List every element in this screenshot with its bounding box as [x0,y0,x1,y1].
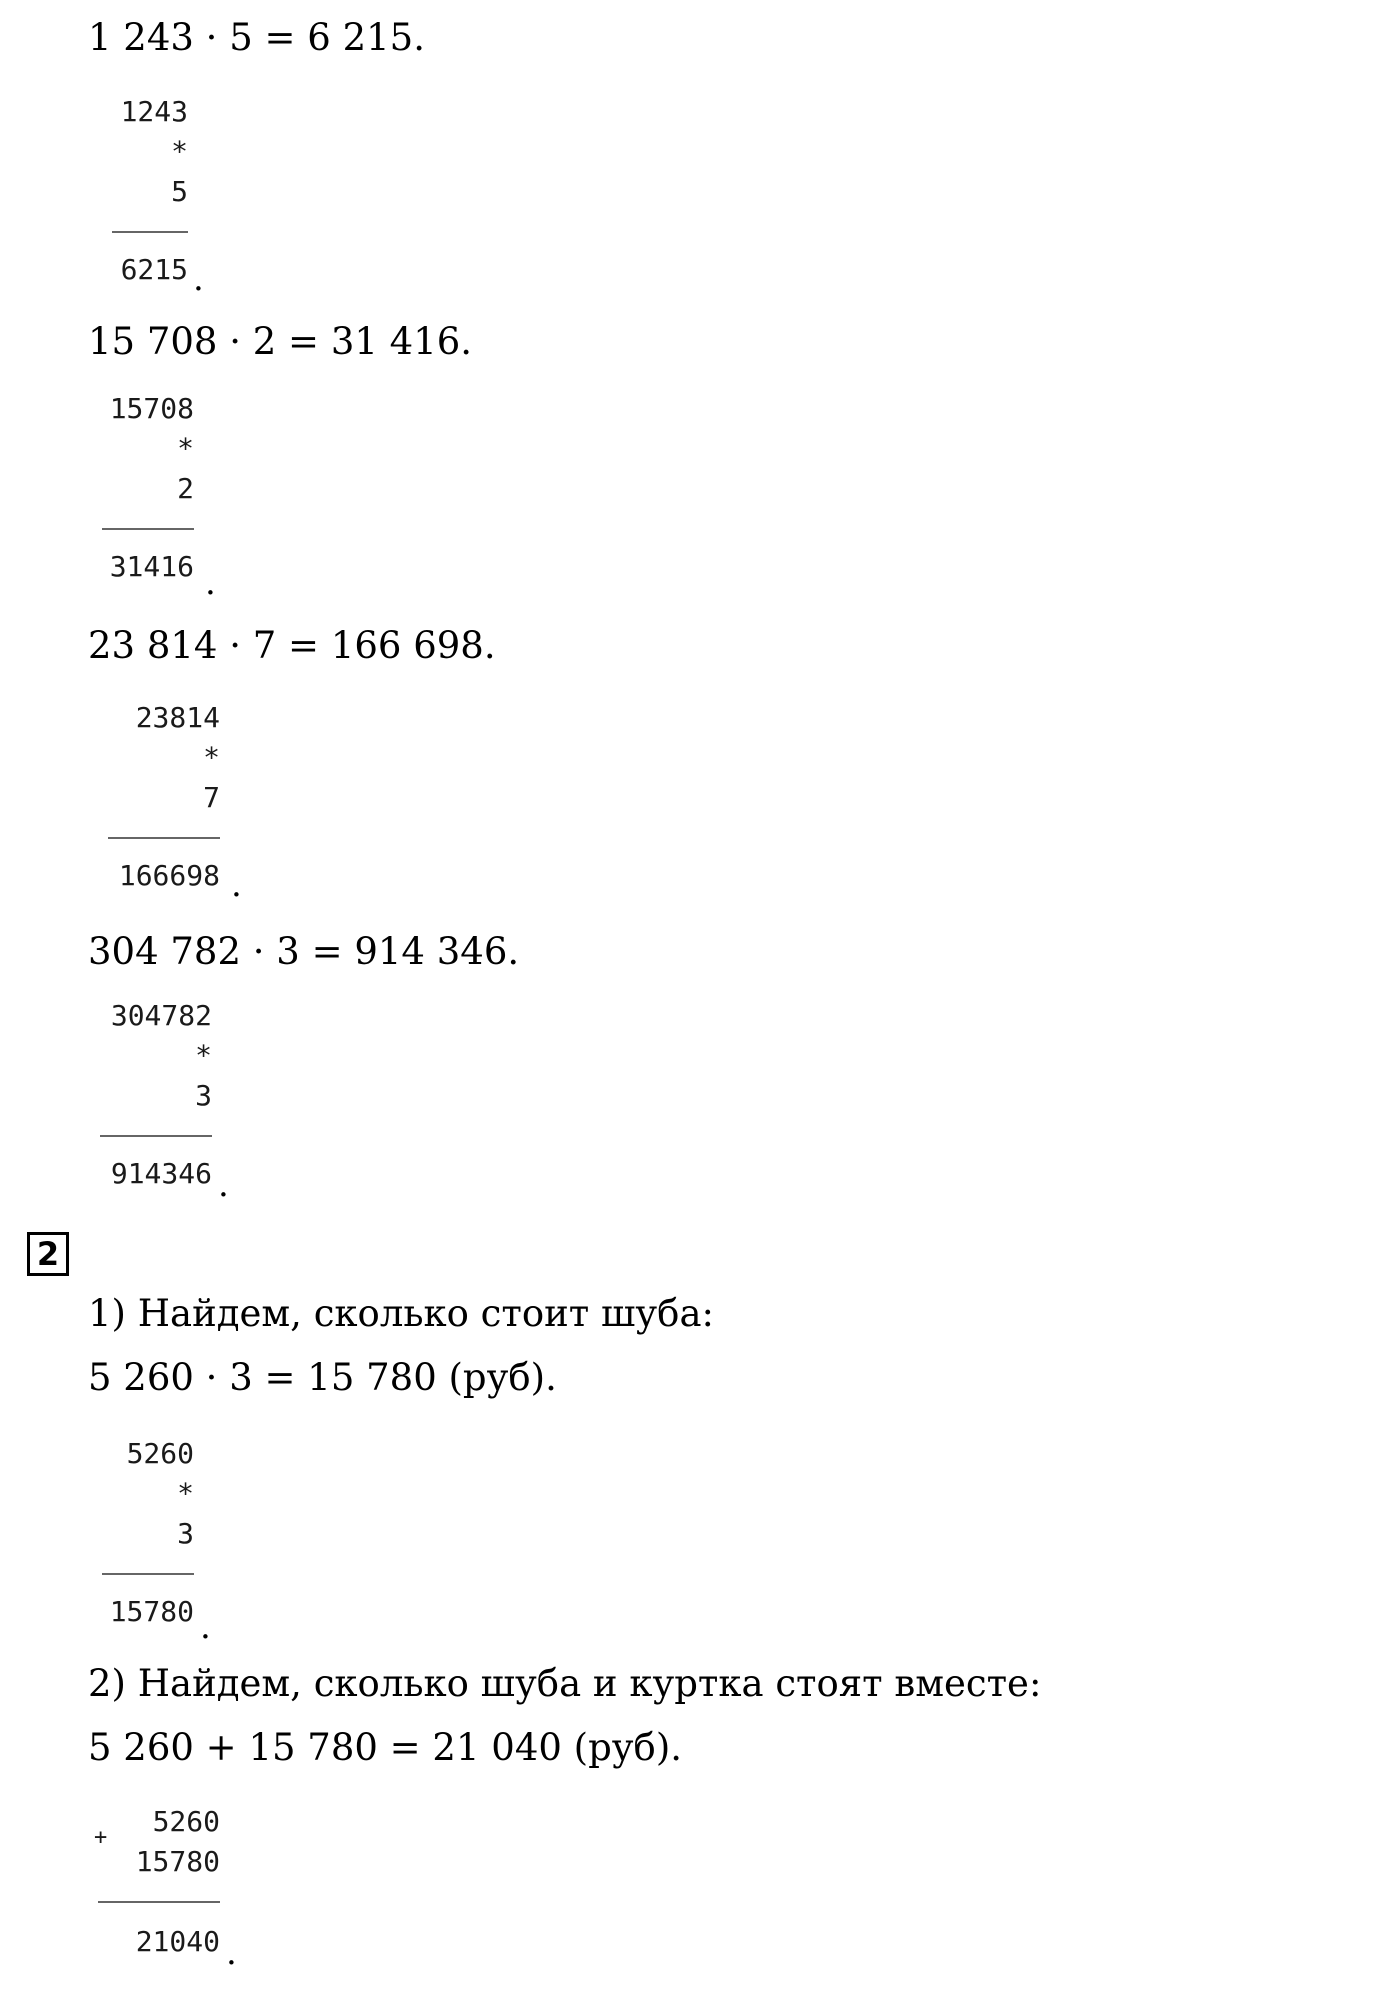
task-2-step-1: 1) Найдем, сколько стоит шуба: [88,1292,714,1335]
column-divider-line [112,231,188,233]
column-top-number: 5260 [152,1805,220,1838]
task-2-step-2: 2) Найдем, сколько шуба и куртка стоят вместе: [88,1662,1042,1705]
column-addition [94,1806,220,2006]
column-divider-line [98,1901,220,1903]
column-multiplication-4 [90,1000,212,1200]
column-divider-line [102,528,194,530]
column-multiplication-1 [100,96,188,296]
column-multiplication-3 [96,702,220,902]
column-multiplier: 2 [177,472,194,505]
end-period: . [231,865,242,905]
column-top-number: 304782 [110,999,212,1032]
column-multiplier: 3 [195,1079,212,1112]
column-result: 31416 [109,550,194,583]
column-top-number: 1243 [120,95,188,128]
multiply-sign: * [171,135,188,168]
multiply-sign: * [195,1039,212,1072]
column-top-number: 15708 [109,392,194,425]
column-result: 914346 [110,1157,212,1190]
column-multiplier: 3 [177,1517,194,1550]
equation-3: 23 814 · 7 = 166 698. [88,624,496,667]
column-multiplier: 7 [203,781,220,814]
equation-4: 304 782 · 3 = 914 346. [88,930,520,973]
column-result: 21040 [135,1925,220,1958]
column-top-number: 5260 [126,1437,194,1470]
end-period: . [226,1933,237,1973]
end-period: . [200,1607,211,1647]
multiply-sign: * [177,1477,194,1510]
multiply-sign: * [177,432,194,465]
task-2-equation-1: 5 260 · 3 = 15 780 (руб). [88,1356,557,1399]
equation-1: 1 243 · 5 = 6 215. [88,16,425,59]
column-divider-line [100,1135,212,1137]
column-result: 15780 [109,1595,194,1628]
column-divider-line [108,837,220,839]
end-period: . [205,563,216,603]
task-2-equation-2: 5 260 + 15 780 = 21 040 (руб). [88,1726,683,1769]
end-period: . [218,1165,229,1205]
end-period: . [193,259,204,299]
column-result: 166698 [118,859,220,892]
equation-2: 15 708 · 2 = 31 416. [88,320,473,363]
column-multiplier: 5 [171,175,188,208]
column-multiplication-2 [90,393,194,593]
column-multiplication-5 [90,1438,194,1638]
column-top-number: 23814 [135,701,220,734]
column-divider-line [102,1573,194,1575]
plus-sign: + [94,1825,108,1850]
column-result: 6215 [120,253,188,286]
column-addend: 15780 [135,1845,220,1878]
multiply-sign: * [203,741,220,774]
task-number-box: 2 [27,1232,69,1276]
